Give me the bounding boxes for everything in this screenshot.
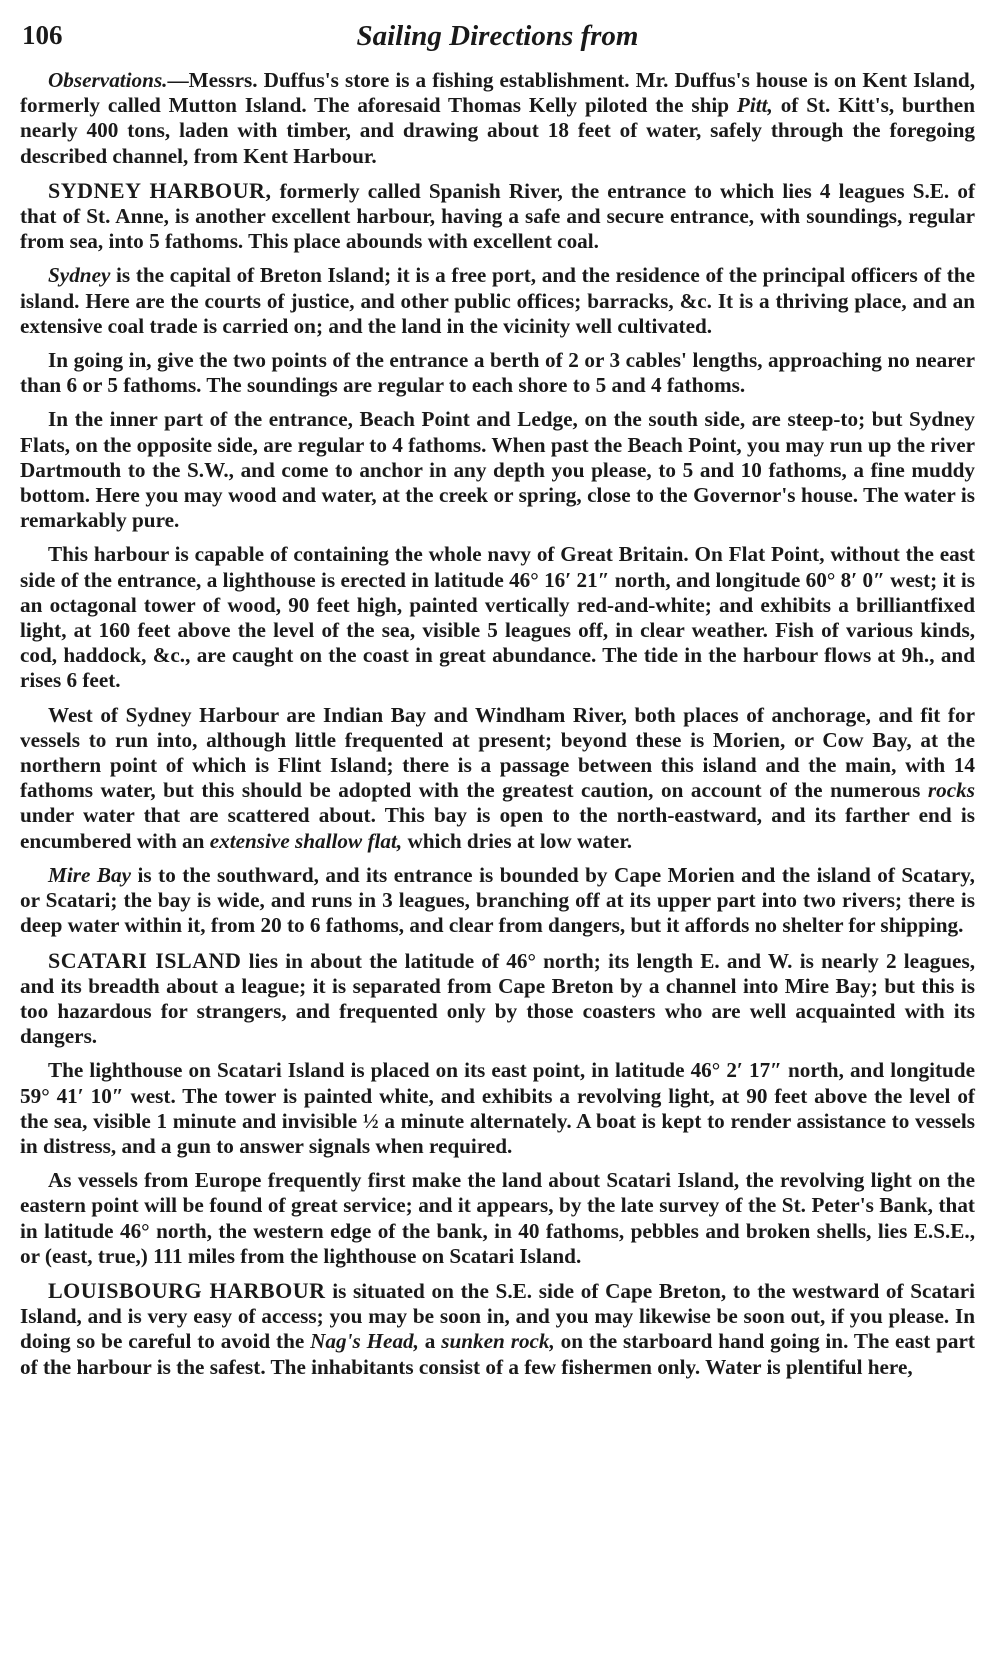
paragraph-inner-entrance (20, 407, 975, 533)
text-segment: of St. Kitt's, burthen nearly 400 tons, laden with timber, and drawing about 18 feet of water, safely through the foregoing described channel, from Kent Harbour. (20, 93, 975, 168)
text-segment: This harbour is capable of containing the whole navy of Great Britain. On Flat Point, without the east side of the entrance, a lighthouse is erected in latitude 46° 16′ 21″ north, and longitude 60° 8′ 0″ west; it is an octagonal tower of wood, 90 feet high, painted vertically red-and-white; and exhibits a brilliantfixed light, at 160 feet above the level of the sea, visible 5 leagues off, in clear weather. Fish of various kinds, cod, haddock, &c., are caught on the coast in great abundance. The tide in the harbour flows at 9h., and rises 6 feet. (20, 542, 975, 693)
text-segment: As vessels from Europe frequently first make the land about Scatari Island, the revolving light on the eastern point will be found of great service; and it appears, by the late survey of the St. Peter's Bank, that in latitude 46° north, the western edge of the bank, in 40 fathoms, pebbles and broken shells, lies E.S.E., or (east, true,) 111 miles from the lighthouse on Scatari Island. (20, 1168, 975, 1268)
text-segment: Pitt, (736, 93, 773, 118)
section-heading: SYDNEY HARBOUR, (48, 177, 272, 203)
page-header (20, 14, 975, 58)
text-segment: extensive shallow flat, (209, 828, 403, 853)
running-title: Sailing Directions from (356, 20, 639, 52)
section-heading: LOUISBOURG HARBOUR (48, 1277, 326, 1303)
text-segment: which dries at low water. (402, 828, 633, 853)
text-segment: In going in, give the two points of the entrance a berth of 2 or 3 cables' lengths, approaching no nearer than 6 or 5 fathoms. The soundings are regular to each shore to 5 and 4 fathoms. (20, 348, 975, 398)
paragraph-scatari-island (20, 948, 975, 1050)
text-segment: is situated on the S.E. side of Cape Breton, to the westward of Scatari Island, and is very easy of access; you may be soon in, and you may likewise be soon out, if you please. In doing so be careful to avoid the (20, 1278, 975, 1354)
text-segment: a (418, 1329, 442, 1354)
text-segment: is the capital of Breton Island; it is a free port, and the residence of the principal officers of the island. Here are the courts of justice, and other public offices; barracks, &c. It is a thriving place, and an extensive coal trade is carried on; and the land in the vicinity well cultivated. (20, 263, 975, 338)
body-text (20, 68, 975, 1380)
text-segment: —Messrs. Duffus's store is a fishing establishment. Mr. Duffus's house is on Kent Island, formerly called Mutton Island. The aforesaid Thomas Kelly piloted the ship (20, 68, 975, 118)
section-heading: SCATARI ISLAND (48, 947, 242, 973)
paragraph-louisbourg-harbour (20, 1278, 975, 1380)
paragraph-observations (20, 68, 975, 169)
text-segment: West of Sydney Harbour are Indian Bay and Windham River, both places of anchorage, and fit for vessels to run into, although little frequented at present; beyond these is Morien, or Cow Bay, at the northern point of which is Flint Island; there is a passage between this island and the main, with 14 fathoms water, but this should be adopted with the greatest caution, on account of the numerous (20, 702, 975, 803)
paragraph-sydney-capital (20, 263, 975, 339)
paragraph-sydney-harbour (20, 178, 975, 255)
text-segment: sunken rock, (441, 1329, 555, 1354)
text-segment: is to the southward, and its entrance is bounded by Cape Morien and the island of Scatary, or Scatari; the bay is wide, and runs in 3 leagues, branching off at its upper part into two rivers; there is deep water within it, from 20 to 6 fathoms, and clear from dangers, but it affords no shelter for shipping. (20, 862, 975, 938)
text-segment: Observations. (48, 68, 168, 92)
paragraph-harbour-capacity (20, 542, 975, 693)
paragraph-going-in (20, 348, 975, 398)
page-number: 106 (22, 20, 63, 50)
text-segment: formerly called Spanish River, the entrance to which lies 4 leagues S.E. of that of St. Anne, is another excellent harbour, having a safe and secure entrance, with soundings, regular from sea, into 5 fathoms. This place abounds with excellent coal. (20, 178, 976, 254)
paragraph-mire-bay (20, 863, 975, 939)
paragraph-vessels-from-europe (20, 1168, 975, 1269)
text-segment: on the starboard hand going in. The east part of the harbour is the safest. The inhabitants consist of a few fishermen only. Water is plentiful here, (20, 1329, 975, 1379)
text-segment: The lighthouse on Scatari Island is placed on its east point, in latitude 46° 2′ 17″ north, and longitude 59° 41′ 10″ west. The tower is painted white, and exhibits a revolving light, at 90 feet above the level of the sea, visible 1 minute and invisible ½ a minute alternately. A boat is kept to render assistance to vessels in distress, and a gun to answer signals when required. (20, 1058, 975, 1158)
text-segment: rocks (927, 778, 975, 803)
text-segment: In the inner part of the entrance, Beach Point and Ledge, on the south side, are steep-to; but Sydney Flats, on the opposite side, are regular to 4 fathoms. When past the Beach Point, you may run up the river Dartmouth to the S.W., and come to anchor in any depth you please, to 5 and 10 fathoms, a fine muddy bottom. Here you may wood and water, at the creek or spring, close to the Governor's house. The water is remarkably pure. (20, 407, 975, 533)
book-page (20, 14, 975, 1389)
text-segment: under water that are scattered about. This bay is open to the north-eastward, and its farther end is encumbered with an (20, 803, 975, 853)
text-segment: lies in about the latitude of 46° north; its length E. and W. is nearly 2 leagues, and its breadth about a league; it is separated from Cape Breton by a channel into Mire Bay; but this is too hazardous for strangers, and frequented only by those coasters who are well acquainted with its dangers. (20, 948, 976, 1049)
text-segment: Nag's Head, (310, 1329, 419, 1354)
text-segment: Mire Bay (48, 862, 132, 887)
paragraph-scatari-lighthouse (20, 1058, 975, 1159)
paragraph-west-of-sydney (20, 703, 975, 854)
text-segment: Sydney (48, 263, 111, 288)
